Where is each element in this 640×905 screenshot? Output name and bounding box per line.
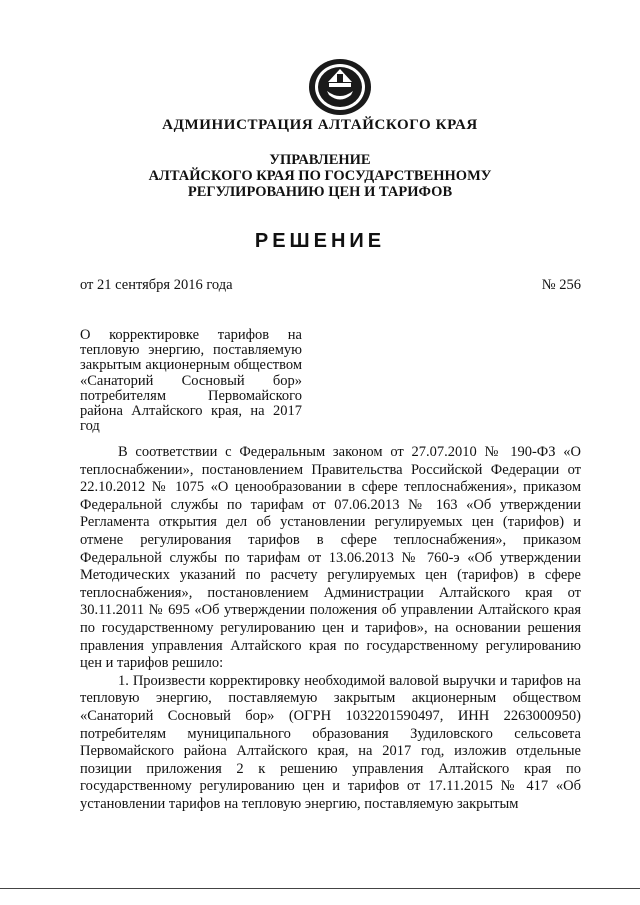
organization-name: АДМИНИСТРАЦИЯ АЛТАЙСКОГО КРАЯ [162, 117, 478, 133]
department-name [0, 152, 640, 200]
document-date: от 21 сентября 2016 года [80, 277, 233, 293]
department-line: РЕГУЛИРОВАНИЮ ЦЕН И ТАРИФОВ [187, 184, 453, 200]
document-body [80, 444, 581, 813]
document-title: РЕШЕНИЕ [254, 230, 386, 252]
page-bottom-rule [0, 888, 640, 889]
department-line: АЛТАЙСКОГО КРАЯ ПО ГОСУДАРСТВЕННОМУ [148, 168, 492, 184]
document-number: № 256 [541, 277, 581, 293]
body-paragraph: 1. Произвести корректировку необходимой валовой выручки и тарифов на тепловую энергию, поставляемую закрытым акционерным обществом «Санаторий Сосновый бор» (ОГРН 1032201590497, ИНН 2263000950) потребителям муниципального образования Зудиловского сельсовета Первомайского района Алтайского края, на 2017 год, изложив отдельные позиции приложения 2 к решению управления Алтайского края по государственному регулированию цен и тарифов от 17.11.2015 № 417 «Об установлении тарифов на тепловую энергию, поставляемую закрытым [80, 672, 581, 812]
body-paragraph: В соответствии с Федеральным законом от 27.07.2010 № 190-ФЗ «О теплоснабжении», постановлением Правительства Российской Федерации от 22.10.2012 № 1075 «О ценообразовании в сфере теплоснабжения», приказом Федеральной службы по тарифам от 07.06.2013 № 163 «Об утверждении Регламента открытия дел об установлении регулируемых цен (тарифов) и отмене регулирования тарифов в сфере теплоснабжения», приказом Федеральной службы по тарифам от 13.06.2013 № 760-э «Об утверждении Методических указаний по расчету регулируемых цен (тарифов) в сфере теплоснабжения», постановлением Администрации Алтайского края от 30.11.2011 № 695 «Об утверждении положения об управлении Алтайского края по государственному регулированию цен и тарифов», на основании решения правления управления Алтайского края по государственному регулированию цен и тарифов решило: [80, 444, 581, 672]
department-line: УПРАВЛЕНИЕ [269, 152, 371, 168]
document-subject: О корректировке тарифов на тепловую энергию, поставляемую закрытым акционерным обществом «Санаторий Сосновый бор» потребителям Первомайского района Алтайского края, на 2017 год [80, 327, 302, 435]
coat-of-arms-icon [307, 56, 373, 116]
